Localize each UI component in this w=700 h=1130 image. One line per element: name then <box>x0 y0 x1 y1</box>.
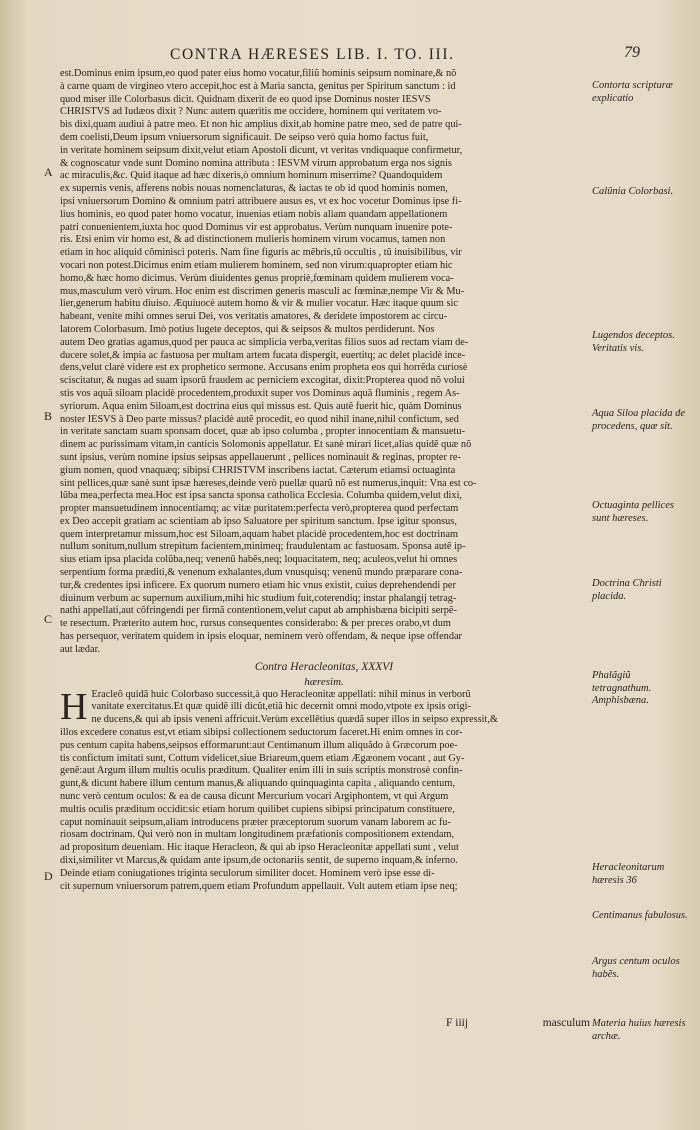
text-line: à carne quam de virgineo vtero accepit,hoc est à Maria sancta, genitus per Spiritum sanctum : id <box>60 80 456 92</box>
text-line: syriorum. Aqua enim Siloam,est doctrina eius qui missus est. Quis autẽ fuerit hic, quàm Dominus <box>60 400 462 412</box>
section-letter-c: C <box>44 612 53 626</box>
text-line: lier,generum habitu diuiso. Æquiuocè autem homo & vir & mulier vocatur. Hæc itaque quum sic <box>60 298 458 310</box>
text-line: genẽ:aut Argum illum multis oculis præditum. Qualiter enim illi in suis scriptis monstrosè confin- <box>60 765 463 777</box>
text-line: Eracleõ quidã huic Colorbaso successit,à quo Heracleonitæ appellati: nihil minus in verborũ <box>91 688 471 700</box>
text-line: mus,masculum verò virum. Hoc enim est discrimen generis masculi ac fœminæ,nempe Vir & Mu- <box>60 285 465 297</box>
text-line: cit supernum vniuersorum patrem,quem etiam Profundum appellauit. Vult autem etiam ipse neq; <box>60 880 458 892</box>
main-text-column <box>60 68 588 893</box>
signature-mark: F iiij <box>446 1017 469 1029</box>
text-line: has persequor, veritatem quidem in ipsis eloquar, neminem verò offendam, & neque ipse offendar <box>60 631 462 643</box>
page-header <box>60 42 640 70</box>
text-line: vanitate exercitatus.Et quæ quidẽ illi dicũt,etiã hic decernit omni modo,vtpote ex ipsis origi- <box>91 701 471 713</box>
running-head: CONTRA HÆRESES LIB. I. TO. III. <box>170 46 455 63</box>
section-letter-a: A <box>44 165 53 179</box>
text-line: noster IESVS à Deo parte missus? placidè autẽ procedit, eo quod nihil inane,nihil confictum, sed <box>60 413 459 425</box>
text-line: multis oculis præditum occidit:sic etiam horum quilibet cupiens sibipsi principatum constituere, <box>60 803 455 815</box>
text-line: stis vos aquã siloam placidè procedentem,produxit super vos Dominus aquã fluminis , regem As- <box>60 387 460 399</box>
text-line: sciscitatur, & nugas ad suam ipsorũ fraudem ac perniciem excogitat, dixit:Propterea quod nõ volui <box>60 375 465 387</box>
text-line: lius hominis, eo quod pater homo vocatur, inuenias etiam nobis aliam quandam appellationem <box>60 208 448 220</box>
text-line: Deinde etiam coniugationes triginta seculorum similiter docet. Hominem verò ipse esse di- <box>60 867 435 879</box>
page-footer <box>60 1017 588 1033</box>
text-line: gium nomen, quod vnaquæq; sibipsi CHRISTVM inscribens iactat. Cæterum etiamsi octuaginta <box>60 464 456 476</box>
margin-note: Doctrina Christi placida. <box>592 578 662 602</box>
body-text-part2 <box>60 685 588 894</box>
text-line: lũba mea,perfecta mea.Hoc est ipsa sancta sponsa catholica Ecclesia. Columba quidem,velut dixi, <box>60 490 463 502</box>
text-line: ex Deo accepit gratiam ac scientiam ab ipso Saluatore per spiritum sanctum. Ipse igitur sponsus, <box>60 515 457 527</box>
folio-number: 79 <box>624 44 640 61</box>
text-line: dixi,similiter vt Marcus,& quidam ante ipsum,de octonariis sentit, de superno inquam,& inferno. <box>60 855 458 867</box>
text-line: habeant, venite mihi omnes serui Dei, vos veritatis amatores, & deridete impostorem ac circu- <box>60 311 448 323</box>
text-line: riosam doctrinam. Qui verò non in multam longitudinem præfationis compositionem extendam, <box>60 829 455 841</box>
section-subheading: hæresim. <box>304 675 344 688</box>
text-line: homo,& hæc homo dicimus. Verùm diuidentes genus propriè,fœminam quidem mulierem voca- <box>60 272 454 284</box>
margin-note: Contorta scripturæ explicatio <box>592 80 673 104</box>
text-line: quem interpretamur missum,hoc est Siloam,aquam habet placidè procedentem,hoc est doctrinam <box>60 528 459 540</box>
text-line: ne ducens,& qui ab ipsis veneni affricuit.Verùm excellētius quædã super illos in seipso expressit,& <box>91 714 498 726</box>
margin-note: Argus centum oculos habẽs. <box>592 956 680 980</box>
margin-note: Materia huius hæresis archæ. <box>592 1018 686 1042</box>
margin-note: Calũnia Colorbasi. <box>592 186 674 197</box>
text-line: ad propositum deueniam. Hic itaque Heracleon, & qui ab ipso Heracleonitæ appellati sunt , velut <box>60 842 459 854</box>
margin-note: Octuaginta pellices sunt hæreses. <box>592 500 674 524</box>
text-line: caput nominauit seipsum,aliam introducens præter præceptorum suorum vanam laborem ac fu- <box>60 816 451 828</box>
margin-note: Heracleonitarum hæresis 36 <box>592 862 665 886</box>
margin-note: Centimanus fabulosus. <box>592 910 688 921</box>
text-line: est.Dominus enim ipsum,eo quod pater eius homo vocatur,filiũ hominis seipsum nominare,& nõ <box>60 68 457 79</box>
text-line: nathi appellati,aut cõfringendi per firmã contentionem,velut caput ab amphisbæna bicipiti serpẽ- <box>60 605 457 617</box>
text-line: ac miraculis,&c. Quid itaque ad hæc dixeris,ò omnium hominum miserrime? Quandoquidem <box>60 170 443 182</box>
text-line: CHRISTVS ad Iudæos dixit ? Nunc autem quæritis me occidere, hominem qui veritatem vo- <box>60 106 442 118</box>
text-line: propter mansuetudinem innocentiamq; ac vitæ puritatem:perfecta verò,propterea quod perfectam <box>60 503 459 515</box>
text-line: nullum sonitum,nullum strepitum facientem,minimeq; fraudulentam ac fastuosam. Sponsa autẽ ip- <box>60 541 466 553</box>
text-line: vocari non potest.Dicimus enim etiam mulierem hominem, sed non virum:quapropter etiam hic <box>60 259 453 271</box>
text-line: in veritate hominem seipsum dixit,velut etiam Apostoli dicunt, vt veritas vndiquaque confirmetur, <box>60 144 463 156</box>
body-text-part1 <box>60 68 588 657</box>
text-line: dinem ac purissimam vitam,in canticis Solomonis appellatur. Et sanè mirari licet,alias quidẽ quæ nõ <box>60 439 472 451</box>
text-line: bis dixi,quam audiui à patre meo. Et non hic amplius dixit,ab homine patre meo, sed de patre qui- <box>60 119 462 131</box>
text-line: quod miser ille Colorbasus dicit. Quidnam dixerit de eo quod ipse Dominus noster IESVS <box>60 93 431 105</box>
margin-note: Aqua Siloa placida de procedens, quæ sit. <box>592 408 686 432</box>
text-line: diuinum verbum ac supernum auxilium,mihi hic studium fuit,coterendiq; instar phalangij tetrag- <box>60 592 457 604</box>
text-line: ris. Etsi enim vir homo est, & ad distinctionem mulieris hominem virum vocamus, tamen non <box>60 234 446 246</box>
text-line: tis confictum imitati sunt, Cottum videlicet,siue Briareum,quem etiam Ægæonem vocant , aut Gy- <box>60 752 465 764</box>
catchword: masculum <box>542 1017 590 1029</box>
drop-cap: H <box>60 685 88 728</box>
text-line: autem Deo gratias agamus,quod per pauca ac simplicia verba,veritas filios suos ad rectam viam de- <box>60 336 469 348</box>
margin-note: Lugendos deceptos. Veritatis vis. <box>592 330 675 354</box>
text-line: sint pellices,quæ sanè sunt ipsæ hæreses,deinde verò puellæ quarũ nõ est numerus,inquit: Vna est co- <box>60 477 477 489</box>
margin-note: Phalãgiũ tetragnathum. Amphisbæna. <box>592 670 652 706</box>
section-heading: Contra Heracleonitas, XXXVI <box>254 660 394 673</box>
text-line: tur,& credentes ipsi inficere. Ex quorum numero etiam hic vnus existit, cuius deprehendendi per <box>60 579 456 591</box>
text-line: dem coelisti,Deum ipsum vniuersorum significauit. De seipso verò quia homo factus fuit, <box>60 131 429 143</box>
text-line: etiam in hoc aliquid cõminisci poteris. Nam fine figuris ac mẽbris,tũ occultis , tũ inuisibilibus, vir <box>60 247 462 259</box>
section-letter-b: B <box>44 409 53 423</box>
text-line: ducere solet,& impia ac fastuosa per multam artem fucata dispergit, euertitq; ac delet placidè ince- <box>60 349 466 361</box>
text-line: & cognoscatur vnde sunt Domino nomina attributa : IESVM virum approbatum erga nos signis <box>60 157 452 169</box>
text-line: patri conuenientem,iuxta hoc quod Dominus vir est approbatus. Verùm nunquam inuenire pote- <box>60 221 453 233</box>
text-line: te resectum. Præterito autem hoc, rursus consequentes considerabo: & per preces orabo,vt dum <box>60 618 451 630</box>
text-line: in veritate sanctam suam sponsam docet, quæ ab ipso columba , propter innocentiam & mansuetu- <box>60 426 465 438</box>
text-line: ex supernis venis, afferens nobis nouas nomenclaturas, & iactas te ob id quod hominis nomen, <box>60 183 448 195</box>
text-line: illos excedere conatus est,vt etiam sibipsi collectionem seductorum faceret.Hi enim omnes in cor- <box>60 727 463 739</box>
text-line: nunc verò centum oculos: & ea de causa dicunt Mercurium vocari Argiphontem, vt qui Argum <box>60 791 449 803</box>
text-line: pus centum capita habens,seipsos efformarunt:aut Centimanum illum aliquãdo à Græcorum poe- <box>60 739 458 751</box>
text-line: gunt,& dicunt habere illum centum manus,& aliquando quinquaginta capita , aliquando centum, <box>60 778 455 790</box>
text-line: sunt ipsius, verùm nomine ipsius seipsas appellauerunt , pellices nominauit & reginas, propter re- <box>60 451 461 463</box>
text-line: serpentium forma præditi,& venenum exhalantes,dum vnusquisq; venenũ mundo præparare cona- <box>60 567 463 579</box>
text-line: dens,velut clarè videre est ex prophetico sermone. Accusans enim propheta eos qui horrẽda curiosè <box>60 362 468 374</box>
text-line: sius etiam ipsa placida colũba,neq; venenũ habẽs,neq; loquacitatem, neq; aculeos,velut hi omnes <box>60 554 458 566</box>
text-line: aut lædar. <box>60 643 101 655</box>
text-line: ipsi vniuersorum Domino & omnium patri attribuere ausus es, vt ex hoc vocetur Dominus ipse fi- <box>60 195 462 207</box>
text-line: latorem Colorbasum. Imò potius lugete deceptos, qui & seipsos & multos perdiderunt. Nos <box>60 323 435 335</box>
section-letter-d: D <box>44 869 53 883</box>
